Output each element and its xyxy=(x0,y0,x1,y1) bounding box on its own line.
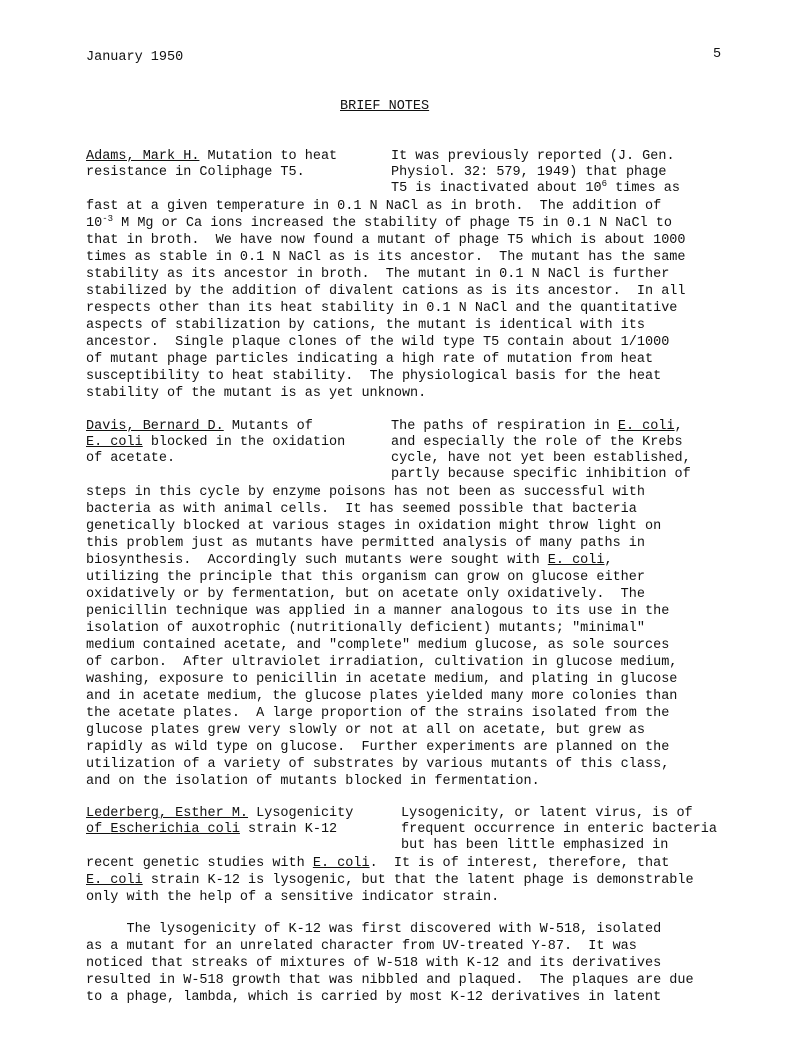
note-text-line: but has been little emphasized in xyxy=(401,838,669,853)
note-text-line: $10^{-3}$ M Mg or Ca ions increased the stability of phage T5 in 0.1 N NaCl to xyxy=(86,214,673,231)
note-text-line: isolation of auxotrophic (nutritionally deficient) mutants; "minimal" xyxy=(86,621,645,636)
note-text-line: glucose plates grew very slowly or not at all on acetate, but grew as xyxy=(86,723,645,738)
note-text-line: susceptibility to heat stability. The physiological basis for the heat xyxy=(86,369,662,384)
note-text-line: T5 is inactivated about $10^6$ times as xyxy=(391,179,680,196)
note-heading-line: Lederberg, Esther M. Lysogenicity xyxy=(86,806,354,821)
note-text-line: as a mutant for an unrelated character from UV-treated Y-87. It was xyxy=(86,939,637,954)
note-text-line: washing, exposure to penicillin in acetate medium, and plating in glucose xyxy=(86,672,678,687)
note-text-line: and in acetate medium, the glucose plates yielded many more colonies than xyxy=(86,689,678,704)
note-text-line: utilizing the principle that this organism can grow on glucose either xyxy=(86,570,645,585)
note-text-line: of mutant phage particles indicating a high rate of mutation from heat xyxy=(86,352,654,367)
note-text-line: rapidly as wild type on glucose. Further experiments are planned on the xyxy=(86,740,670,755)
note-text-line: utilization of a variety of substrates by various mutants of this class, xyxy=(86,757,670,772)
note-text-line: respects other than its heat stability in 0.1 N NaCl and the quantitative xyxy=(86,301,678,316)
note-text-line: only with the help of a sensitive indicator strain. xyxy=(86,890,500,905)
note-text-line: that in broth. We have now found a mutant of phage T5 which is about 1000 xyxy=(86,233,686,248)
note-text-line: times as stable in 0.1 N NaCl as is its ancestor. The mutant has the same xyxy=(86,250,686,265)
note-author: Adams, Mark H. xyxy=(86,149,200,164)
note-heading-line: resistance in Coliphage T5. xyxy=(86,165,305,180)
note-text-line: The paths of respiration in E. coli, xyxy=(391,419,683,434)
note-text-line: bacteria as with animal cells. It has seemed possible that bacteria xyxy=(86,502,637,517)
note-text-line: stability of the mutant is as yet unknown. xyxy=(86,386,427,401)
note-text-line: the acetate plates. A large proportion of the strains isolated from the xyxy=(86,706,670,721)
note-text-line: E. coli strain K-12 is lysogenic, but that the latent phage is demonstrable xyxy=(86,873,694,888)
note-heading-line: Adams, Mark H. Mutation to heat xyxy=(86,149,338,164)
note-text-line: ancestor. Single plaque clones of the wild type T5 contain about 1/1000 xyxy=(86,335,670,350)
page-number: 5 xyxy=(713,47,722,62)
note-text-line: stabilized by the addition of divalent cations as is its ancestor. In all xyxy=(86,284,686,299)
note-text-line: It was previously reported (J. Gen. xyxy=(391,149,675,164)
note-text-line: Physiol. 32: 579, 1949) that phage xyxy=(391,165,667,180)
note-text-line: genetically blocked at various stages in oxidation might throw light on xyxy=(86,519,662,534)
note-text-line: to a phage, lambda, which is carried by most K-12 derivatives in latent xyxy=(86,990,662,1005)
note-text-line: recent genetic studies with E. coli. It is of interest, therefore, that xyxy=(86,856,670,871)
note-text-line: fast at a given temperature in 0.1 N NaCl as in broth. The addition of xyxy=(86,199,662,214)
note-heading-line: E. coli blocked in the oxidation xyxy=(86,435,346,450)
note-text-line: Lysogenicity, or latent virus, is of xyxy=(401,806,693,821)
note-author: Davis, Bernard D. xyxy=(86,419,224,434)
note-text-line: cycle, have not yet been established, xyxy=(391,451,691,466)
section-title: BRIEF NOTES xyxy=(340,99,430,114)
note-text-line: oxidatively or by fermentation, but on acetate only oxidatively. The xyxy=(86,587,645,602)
note-heading-line: of acetate. xyxy=(86,451,176,466)
note-text-line: stability as its ancestor in broth. The mutant in 0.1 N NaCl is further xyxy=(86,267,670,282)
note-heading-line: of Escherichia coli strain K-12 xyxy=(86,822,338,837)
note-heading-line: Davis, Bernard D. Mutants of xyxy=(86,419,313,434)
header-date: January 1950 xyxy=(86,50,184,65)
note-text-line: penicillin technique was applied in a manner analogous to its use in the xyxy=(86,604,670,619)
note-text-line: and especially the role of the Krebs xyxy=(391,435,683,450)
note-text-line: partly because specific inhibition of xyxy=(391,467,691,482)
note-text-line: this problem just as mutants have permitted analysis of many paths in xyxy=(86,536,645,551)
note-text-line: biosynthesis. Accordingly such mutants were sought with E. coli, xyxy=(86,553,613,568)
note-text-line: medium contained acetate, and "complete" medium glucose, as sole sources xyxy=(86,638,670,653)
note-text-line: aspects of stabilization by cations, the mutant is identical with its xyxy=(86,318,645,333)
note-text-line: and on the isolation of mutants blocked in fermentation. xyxy=(86,774,540,789)
note-text-line: The lysogenicity of K-12 was first discovered with W-518, isolated xyxy=(86,922,662,937)
note-text-line: noticed that streaks of mixtures of W-518 with K-12 and its derivatives xyxy=(86,956,662,971)
note-text-line: frequent occurrence in enteric bacteria xyxy=(401,822,717,837)
note-author: Lederberg, Esther M. xyxy=(86,806,249,821)
note-text-line: resulted in W-518 growth that was nibbled and plaqued. The plaques are due xyxy=(86,973,694,988)
note-text-line: of carbon. After ultraviolet irradiation, cultivation in glucose medium, xyxy=(86,655,678,670)
note-text-line: steps in this cycle by enzyme poisons has not been as successful with xyxy=(86,485,645,500)
